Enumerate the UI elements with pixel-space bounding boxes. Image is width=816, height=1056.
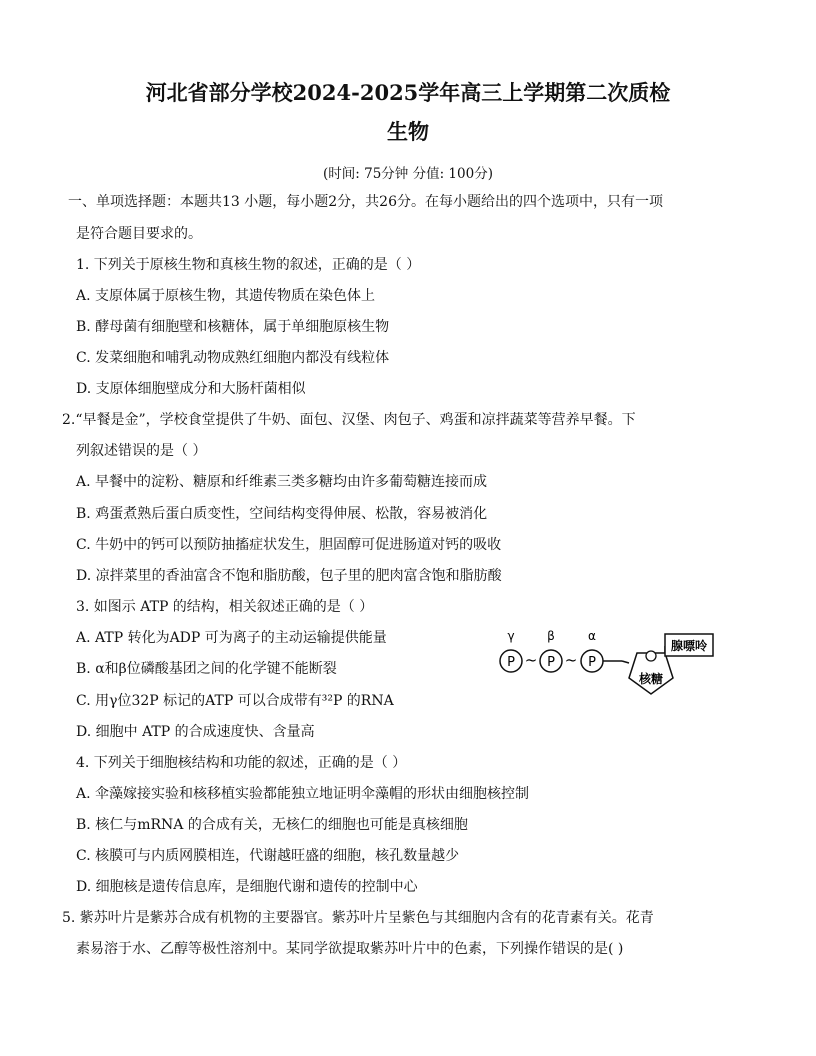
question-3-option-b: B. α和β位磷酸基团之间的化学键不能断裂 [76, 661, 337, 677]
question-4-option-c: C. 核膜可与内质网膜相连，代谢越旺盛的细胞，核孔数量越少 [76, 848, 460, 864]
gamma-label: γ [507, 629, 515, 643]
phosphate-beta-label: P [547, 655, 555, 670]
section-heading-line2: 是符合题目要求的。 [76, 226, 202, 242]
question-4-option-a: A. 伞藻嫁接实验和核移植实验都能独立地证明伞藻帽的形状由细胞核控制 [76, 786, 530, 802]
question-5-stem-line1: 5. 紫苏叶片是紫苏合成有机物的主要器官。紫苏叶片呈紫色与其细胞内含有的花青素有关。花青 [62, 910, 654, 926]
adenine-label: 腺嘌呤 [670, 639, 708, 653]
high-energy-bond-2: ~ [564, 651, 578, 669]
question-3-option-d: D. 细胞中 ATP 的合成速度快、含量高 [76, 724, 315, 740]
high-energy-bond-1: ~ [524, 651, 538, 669]
subject-title: 生物 [387, 119, 429, 144]
phosphate-gamma-label: P [507, 655, 515, 670]
question-1-option-c: C. 发菜细胞和哺乳动物成熟红细胞内都没有线粒体 [76, 350, 390, 366]
question-1-option-d: D. 支原体细胞壁成分和大肠杆菌相似 [76, 381, 306, 397]
page-title: 河北省部分学校2024-2025学年高三上学期第二次质检 [145, 80, 671, 105]
question-4-stem: 4. 下列关于细胞核结构和功能的叙述，正确的是（ ） [76, 755, 407, 771]
question-2-stem-line1: 2.“早餐是金”，学校食堂提供了牛奶、面包、汉堡、肉包子、鸡蛋和凉拌蔬菜等营养早餐。下 [62, 412, 636, 428]
question-1-stem: 1. 下列关于原核生物和真核生物的叙述，正确的是（ ） [76, 257, 421, 273]
question-2-option-c: C. 牛奶中的钙可以预防抽搐症状发生，胆固醇可促进肠道对钙的吸收 [76, 537, 502, 553]
atp-structure-diagram [495, 626, 735, 706]
question-2-stem-line2: 列叙述错误的是（ ） [76, 443, 207, 459]
question-5-stem-line2: 素易溶于水、乙醇等极性溶剂中。某同学欲提取紫苏叶片中的色素，下列操作错误的是( ) [76, 941, 624, 957]
ribose-label: 核糖 [638, 672, 664, 686]
question-1-option-a: A. 支原体属于原核生物，其遗传物质在染色体上 [76, 288, 376, 304]
question-3-stem: 3. 如图示 ATP 的结构，相关叙述正确的是（ ） [76, 599, 374, 615]
question-3-option-a: A. ATP 转化为ADP 可为离子的主动运输提供能量 [76, 630, 387, 646]
beta-label: β [547, 629, 555, 643]
question-4-option-b: B. 核仁与mRNA 的合成有关，无核仁的细胞也可能是真核细胞 [76, 817, 468, 833]
alpha-label: α [588, 629, 596, 643]
question-2-option-b: B. 鸡蛋煮熟后蛋白质变性，空间结构变得伸展、松散，容易被消化 [76, 506, 488, 522]
phosphate-alpha-label: P [588, 655, 596, 670]
exam-time-info: (时间: 75分钟 分值: 100分) [323, 166, 493, 182]
question-4-option-d: D. 细胞核是遗传信息库，是细胞代谢和遗传的控制中心 [76, 879, 418, 895]
ribose-oxygen-link [622, 661, 629, 663]
question-1-option-b: B. 酵母菌有细胞壁和核糖体，属于单细胞原核生物 [76, 319, 390, 335]
section-heading-line1: 一、单项选择题：本题共13 小题，每小题2分，共26分。在每小题给出的四个选项中，只有一项 [68, 194, 663, 210]
question-3-option-c: C. 用γ位32P 标记的ATP 可以合成带有³²P 的RNA [76, 693, 394, 709]
ribose-oxygen-dot [646, 651, 656, 661]
question-2-option-a: A. 早餐中的淀粉、糖原和纤维素三类多糖均由许多葡萄糖连接而成 [76, 474, 488, 490]
question-2-option-d: D. 凉拌菜里的香油富含不饱和脂肪酸，包子里的肥肉富含饱和脂肪酸 [76, 568, 502, 584]
